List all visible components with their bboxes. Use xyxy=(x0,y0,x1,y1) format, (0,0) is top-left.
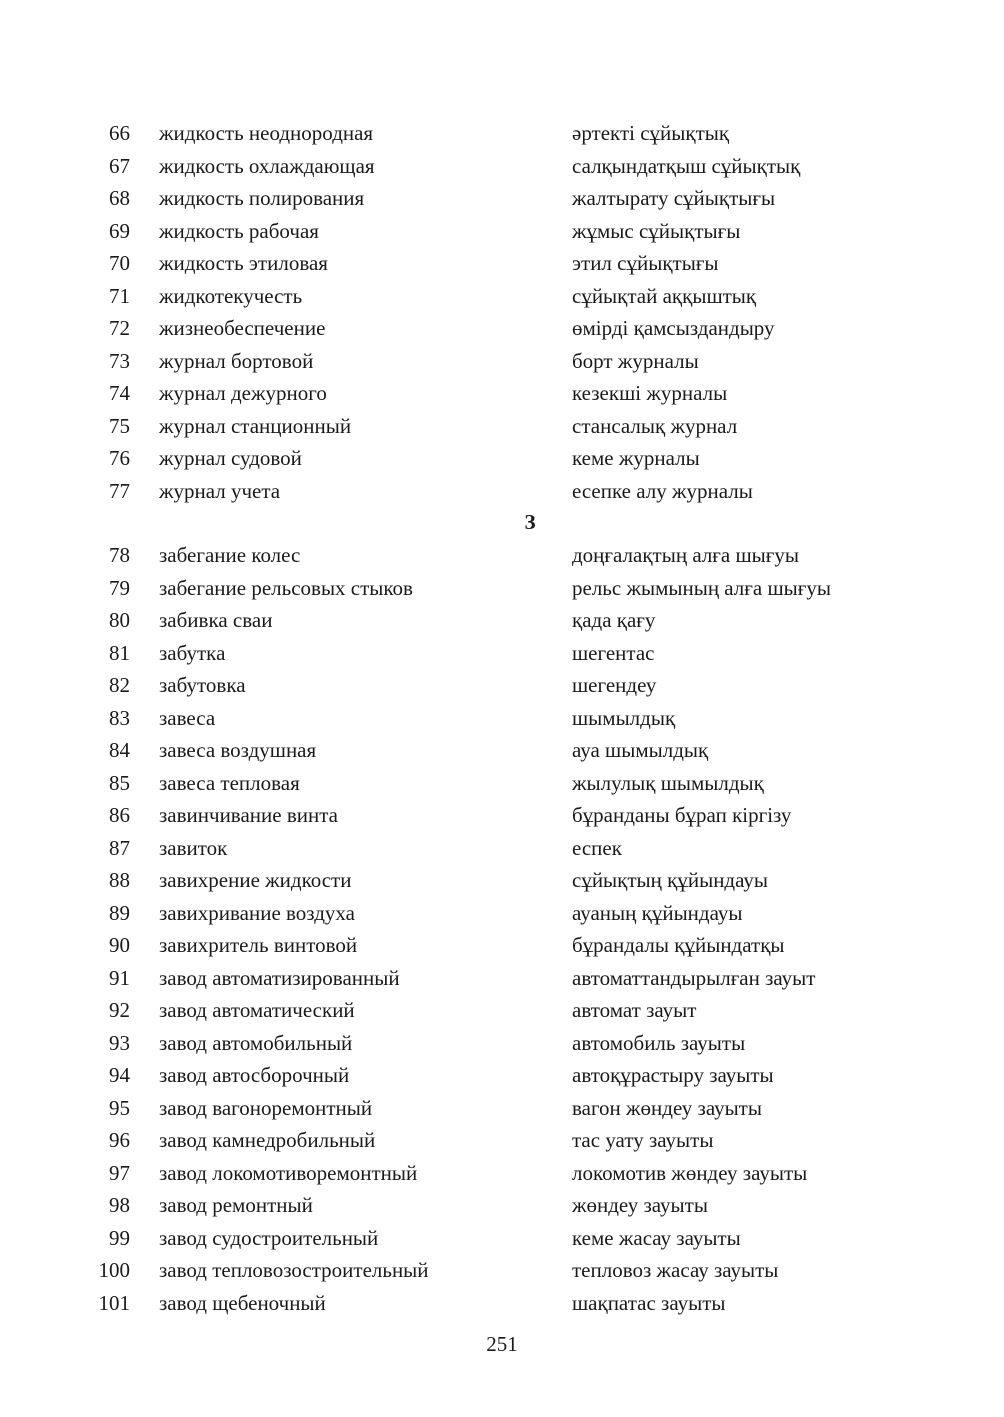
list-item xyxy=(0,832,1004,865)
list-item xyxy=(0,1124,1004,1157)
entry-term-kz: жұмыс сұйықтығы xyxy=(572,218,741,243)
entry-term-ru: жизнеобеспечение xyxy=(159,316,326,340)
list-item xyxy=(0,475,1004,508)
entry-number: 70 xyxy=(109,251,130,275)
list-item xyxy=(0,442,1004,475)
entry-number: 74 xyxy=(109,381,130,405)
entry-term-kz: шақпатас зауыты xyxy=(572,1290,726,1315)
entry-term-ru: жидкотекучесть xyxy=(159,283,303,308)
list-item xyxy=(0,1287,1004,1320)
entry-term-ru: жидкость полирования xyxy=(159,186,365,210)
entry-term-kz: ауа шымылдық xyxy=(572,738,709,762)
entry-number: 69 xyxy=(109,218,130,243)
entries-list-zh xyxy=(0,117,1004,507)
entry-term-ru: завод камнедробильный xyxy=(159,1128,376,1152)
entry-number: 92 xyxy=(109,998,130,1022)
entry-term-kz: автоқұрастыру зауыты xyxy=(572,1063,774,1087)
list-item xyxy=(0,962,1004,995)
entry-term-ru: завинчивание винта xyxy=(159,803,338,827)
entry-term-kz: автомат зауыт xyxy=(572,998,697,1022)
entry-term-ru: жидкость неоднородная xyxy=(159,121,374,145)
entry-number: 89 xyxy=(109,900,130,925)
entry-term-kz: бұрандалы құйындатқы xyxy=(572,933,785,957)
entry-term-ru: завод вагоноремонтный xyxy=(159,1095,373,1120)
list-item xyxy=(0,1189,1004,1222)
entry-number: 85 xyxy=(109,770,130,795)
list-item xyxy=(0,702,1004,735)
entry-term-kz: салқындатқыш сұйықтық xyxy=(572,153,801,178)
entry-term-kz: рельс жымының алға шығуы xyxy=(572,575,831,600)
entry-number: 99 xyxy=(109,1225,130,1250)
entry-number: 80 xyxy=(109,608,130,632)
entry-term-ru: завод судостроительный xyxy=(159,1225,379,1250)
entry-number: 79 xyxy=(109,575,130,600)
entry-term-kz: шымылдық xyxy=(572,705,676,730)
entry-number: 94 xyxy=(109,1063,130,1087)
entry-term-ru: завеса воздушная xyxy=(159,738,317,762)
entry-term-ru: завод автомобильный xyxy=(159,1030,353,1055)
list-item xyxy=(0,1027,1004,1060)
entry-term-ru: забегание рельсовых стыков xyxy=(159,575,413,600)
entry-term-kz: есепке алу журналы xyxy=(572,478,753,503)
list-item xyxy=(0,799,1004,832)
entry-number: 88 xyxy=(109,868,130,892)
entry-number: 77 xyxy=(109,478,130,503)
entry-number: 97 xyxy=(109,1160,130,1185)
entry-term-ru: завихривание воздуха xyxy=(159,900,355,925)
list-item xyxy=(0,1059,1004,1092)
list-item xyxy=(0,539,1004,572)
entry-term-kz: вагон жөндеу зауыты xyxy=(572,1095,762,1120)
entry-term-ru: завод автоматический xyxy=(159,998,355,1022)
entry-term-kz: этил сұйықтығы xyxy=(572,251,719,275)
entry-term-ru: завихрение жидкости xyxy=(159,868,352,892)
entry-term-ru: завод щебеночный xyxy=(159,1290,326,1315)
entry-number: 91 xyxy=(109,965,130,990)
entry-term-kz: ауаның құйындауы xyxy=(572,900,743,925)
entry-term-kz: сұйықтай аққыштық xyxy=(572,283,757,308)
entry-number: 95 xyxy=(109,1095,130,1120)
entry-term-kz: жөндеу зауыты xyxy=(572,1193,708,1217)
entry-term-kz: кезекші журналы xyxy=(572,381,728,405)
entry-term-ru: завеса тепловая xyxy=(159,770,300,795)
list-item xyxy=(0,734,1004,767)
entry-term-ru: завиток xyxy=(159,835,228,860)
entry-number: 76 xyxy=(109,446,130,470)
entry-term-ru: забутка xyxy=(159,640,226,665)
entry-term-ru: завод автоматизированный xyxy=(159,965,400,990)
page-number: 251 xyxy=(486,1332,518,1356)
entry-number: 84 xyxy=(109,738,130,762)
entry-term-ru: забутовка xyxy=(159,673,246,697)
entry-term-kz: локомотив жөндеу зауыты xyxy=(572,1160,808,1185)
entry-term-kz: қада қағу xyxy=(572,608,656,632)
entry-number: 87 xyxy=(109,835,130,860)
entries-list-z xyxy=(0,539,1004,1319)
entry-number: 78 xyxy=(109,543,130,567)
entry-number: 82 xyxy=(109,673,130,697)
list-item xyxy=(0,572,1004,605)
entry-number: 98 xyxy=(109,1193,130,1217)
entry-term-ru: жидкость рабочая xyxy=(159,218,319,243)
entry-term-kz: тас уату зауыты xyxy=(572,1128,714,1152)
list-item xyxy=(0,1222,1004,1255)
list-item xyxy=(0,767,1004,800)
entry-number: 66 xyxy=(109,121,130,145)
entry-number: 86 xyxy=(109,803,130,827)
list-item xyxy=(0,1092,1004,1125)
entry-term-kz: әртекті сұйықтық xyxy=(572,121,730,145)
list-item xyxy=(0,410,1004,443)
list-item xyxy=(0,150,1004,183)
entry-term-ru: завод ремонтный xyxy=(159,1193,313,1217)
list-item xyxy=(0,994,1004,1027)
entry-term-kz: шегентас xyxy=(572,640,655,665)
list-item xyxy=(0,247,1004,280)
entry-term-ru: забивка сваи xyxy=(159,608,273,632)
entry-number: 75 xyxy=(109,413,130,438)
entry-term-ru: завихритель винтовой xyxy=(159,933,358,957)
entry-number: 71 xyxy=(109,283,130,308)
entry-term-kz: автомобиль зауыты xyxy=(572,1030,746,1055)
list-item xyxy=(0,312,1004,345)
list-item xyxy=(0,215,1004,248)
entry-term-kz: доңғалақтың алға шығуы xyxy=(572,543,799,567)
entry-term-ru: журнал бортовой xyxy=(159,348,314,373)
section-heading-letter: З xyxy=(524,510,536,534)
entry-term-ru: завод локомотиворемонтный xyxy=(159,1160,418,1185)
entry-number: 73 xyxy=(109,348,130,373)
entry-number: 90 xyxy=(109,933,130,957)
entry-term-ru: завеса xyxy=(159,705,216,730)
entry-term-kz: борт журналы xyxy=(572,348,699,373)
entry-number: 100 xyxy=(98,1258,130,1282)
list-item xyxy=(0,669,1004,702)
entry-term-ru: жидкость этиловая xyxy=(159,251,328,275)
entry-term-ru: журнал судовой xyxy=(159,446,302,470)
list-item xyxy=(0,280,1004,313)
list-item xyxy=(0,1254,1004,1287)
entry-number: 93 xyxy=(109,1030,130,1055)
list-item xyxy=(0,637,1004,670)
list-item xyxy=(0,897,1004,930)
list-item xyxy=(0,182,1004,215)
list-item xyxy=(0,377,1004,410)
entry-number: 81 xyxy=(109,640,130,665)
list-item xyxy=(0,117,1004,150)
entry-term-kz: өмірді қамсыздандыру xyxy=(572,316,775,340)
list-item xyxy=(0,604,1004,637)
entry-term-ru: журнал учета xyxy=(159,478,281,503)
entry-term-kz: кеме журналы xyxy=(572,446,700,470)
entry-term-kz: бұранданы бұрап кіргізу xyxy=(572,803,792,827)
entry-number: 72 xyxy=(109,316,130,340)
list-item xyxy=(0,929,1004,962)
entry-term-kz: еспек xyxy=(572,835,622,860)
entry-term-kz: автоматтандырылған зауыт xyxy=(572,965,816,990)
entry-number: 83 xyxy=(109,705,130,730)
entry-number: 101 xyxy=(98,1290,130,1315)
entry-term-kz: кеме жасау зауыты xyxy=(572,1225,741,1250)
entry-term-ru: завод тепловозостроительный xyxy=(159,1258,429,1282)
list-item xyxy=(0,345,1004,378)
entry-term-ru: журнал дежурного xyxy=(159,381,327,405)
entry-number: 96 xyxy=(109,1128,130,1152)
entry-term-kz: шегендеу xyxy=(572,673,657,697)
entry-term-kz: стансалық журнал xyxy=(572,413,738,438)
entry-term-kz: жылулық шымылдық xyxy=(572,770,764,795)
list-item xyxy=(0,1157,1004,1190)
entry-term-ru: забегание колес xyxy=(159,543,301,567)
entry-number: 67 xyxy=(109,153,130,178)
entry-term-kz: тепловоз жасау зауыты xyxy=(572,1258,779,1282)
list-item xyxy=(0,864,1004,897)
entry-term-ru: журнал станционный xyxy=(159,413,352,438)
entry-term-ru: жидкость охлаждающая xyxy=(159,153,375,178)
entry-number: 68 xyxy=(109,186,130,210)
entry-term-kz: жалтырату сұйықтығы xyxy=(572,186,776,210)
entry-term-ru: завод автосборочный xyxy=(159,1063,350,1087)
entry-term-kz: сұйықтың құйындауы xyxy=(572,868,768,892)
